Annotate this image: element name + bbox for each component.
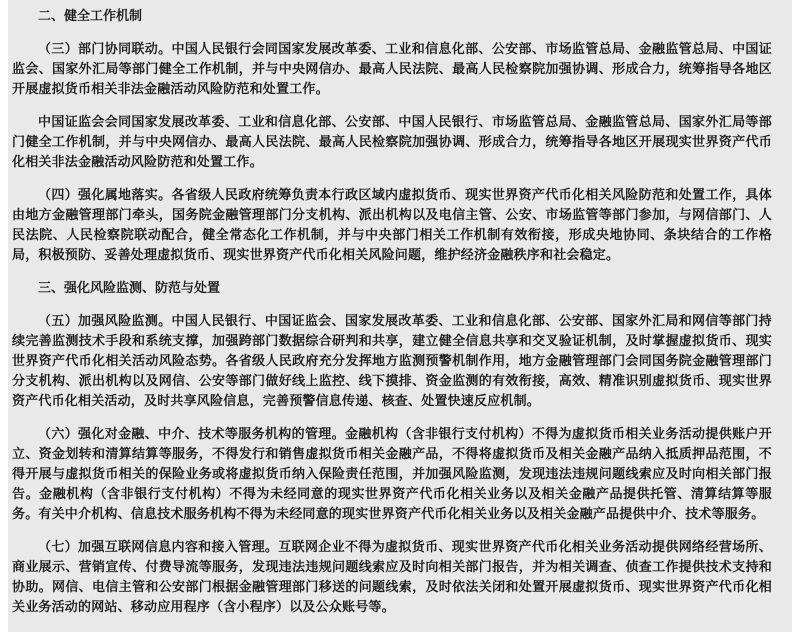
document-paragraph: （三）部门协同联动。中国人民银行会同国家发展改革委、工业和信息化部、公安部、市场监管总局、金融监管总局、中国证监会、国家外汇局等部门健全工作机制，并与中央网信办、最高人民法院、最高人民检察院加强协调、形成合力，统筹指导各地区开展虚拟货币相关非法金融活动风险防范和处置工作。 xyxy=(12,41,772,96)
document-paragraph: （五）加强风险监测。中国人民银行、中国证监会、国家发展改革委、工业和信息化部、公安部、国家外汇局和网信等部门持续完善监测技术手段和系统支撑，加强跨部门数据综合研判和共享，建立健全信息共享和交叉验证机制，及时掌握虚拟货币、现实世界资产代币化相关活动风险态势。各省级人民政府充分发挥地方监测预警机制作用，地方金融管理部门会同国务院金融管理部门分支机构、派出机构以及网信、公安等部门做好线上监控、线下摸排、资金监测的有效衔接，高效、精准识别虚拟货币、现实世界资产代币化相关活动，及时共享风险信息，完善预警信息传递、核查、处置快速反应机制。 xyxy=(12,313,772,408)
section-heading: 三、强化风险监测、防范与处置 xyxy=(38,280,221,295)
document-paragraph: （七）加强互联网信息内容和接入管理。互联网企业不得为虚拟货币、现实世界资产代币化相关业务活动提供网络经营场所、商业展示、营销宣传、付费导流等服务，发现违法违规问题线索应及时向相关部门报告，并为相关调查、侦查工作提供技术支持和协助。网信、电信主管和公安部门根据金融管理部门移送的问题线索，及时依法关闭和处置开展虚拟货币、现实世界资产代币化相关业务活动的网站、移动应用程序（含小程序）以及公众账号等。 xyxy=(12,539,772,614)
section-heading: 二、健全工作机制 xyxy=(38,8,143,23)
document-paragraph: （六）强化对金融、中介、技术等服务机构的管理。金融机构（含非银行支付机构）不得为虚拟货币相关业务活动提供账户开立、资金划转和清算结算等服务，不得发行和销售虚拟货币相关金融产品，不得将虚拟货币及相关金融产品纳入抵质押品范围，不得开展与虚拟货币相关的保险业务或将虚拟货币纳入保险责任范围，并加强风险监测，发现违法违规问题线索应及时向相关部门报告。金融机构（含非银行支付机构）不得为未经同意的现实世界资产代币化相关业务以及相关金融产品提供托管、清算结算等服务。有关中介机构、信息技术服务机构不得为未经同意的现实世界资产代币化相关业务以及相关金融产品提供中介、技术等服务。 xyxy=(12,426,772,521)
document-paragraph: （四）强化属地落实。各省级人民政府统筹负责本行政区域内虚拟货币、现实世界资产代币化相关风险防范和处置工作，具体由地方金融管理部门牵头，国务院金融管理部门分支机构、派出机构以及电信主管、公安、市场监管等部门参加，与网信部门、人民法院、人民检察院联动配合，健全常态化工作机制，并与中央部门相关工作机制有效衔接，形成央地协同、条块结合的工作格局，积极预防、妥善处理虚拟货币、现实世界资产代币化相关风险问题，维护经济金融秩序和社会稳定。 xyxy=(12,187,772,262)
document-paragraph: 中国证监会会同国家发展改革委、工业和信息化部、公安部、中国人民银行、市场监管总局、金融监管总局、国家外汇局等部门健全工作机制，并与中央网信办、最高人民法院、最高人民检察院加强协调、形成合力，统筹指导各地区开展现实世界资产代币化相关非法金融活动风险防范和处置工作。 xyxy=(12,114,772,169)
document-page xyxy=(8,0,792,632)
